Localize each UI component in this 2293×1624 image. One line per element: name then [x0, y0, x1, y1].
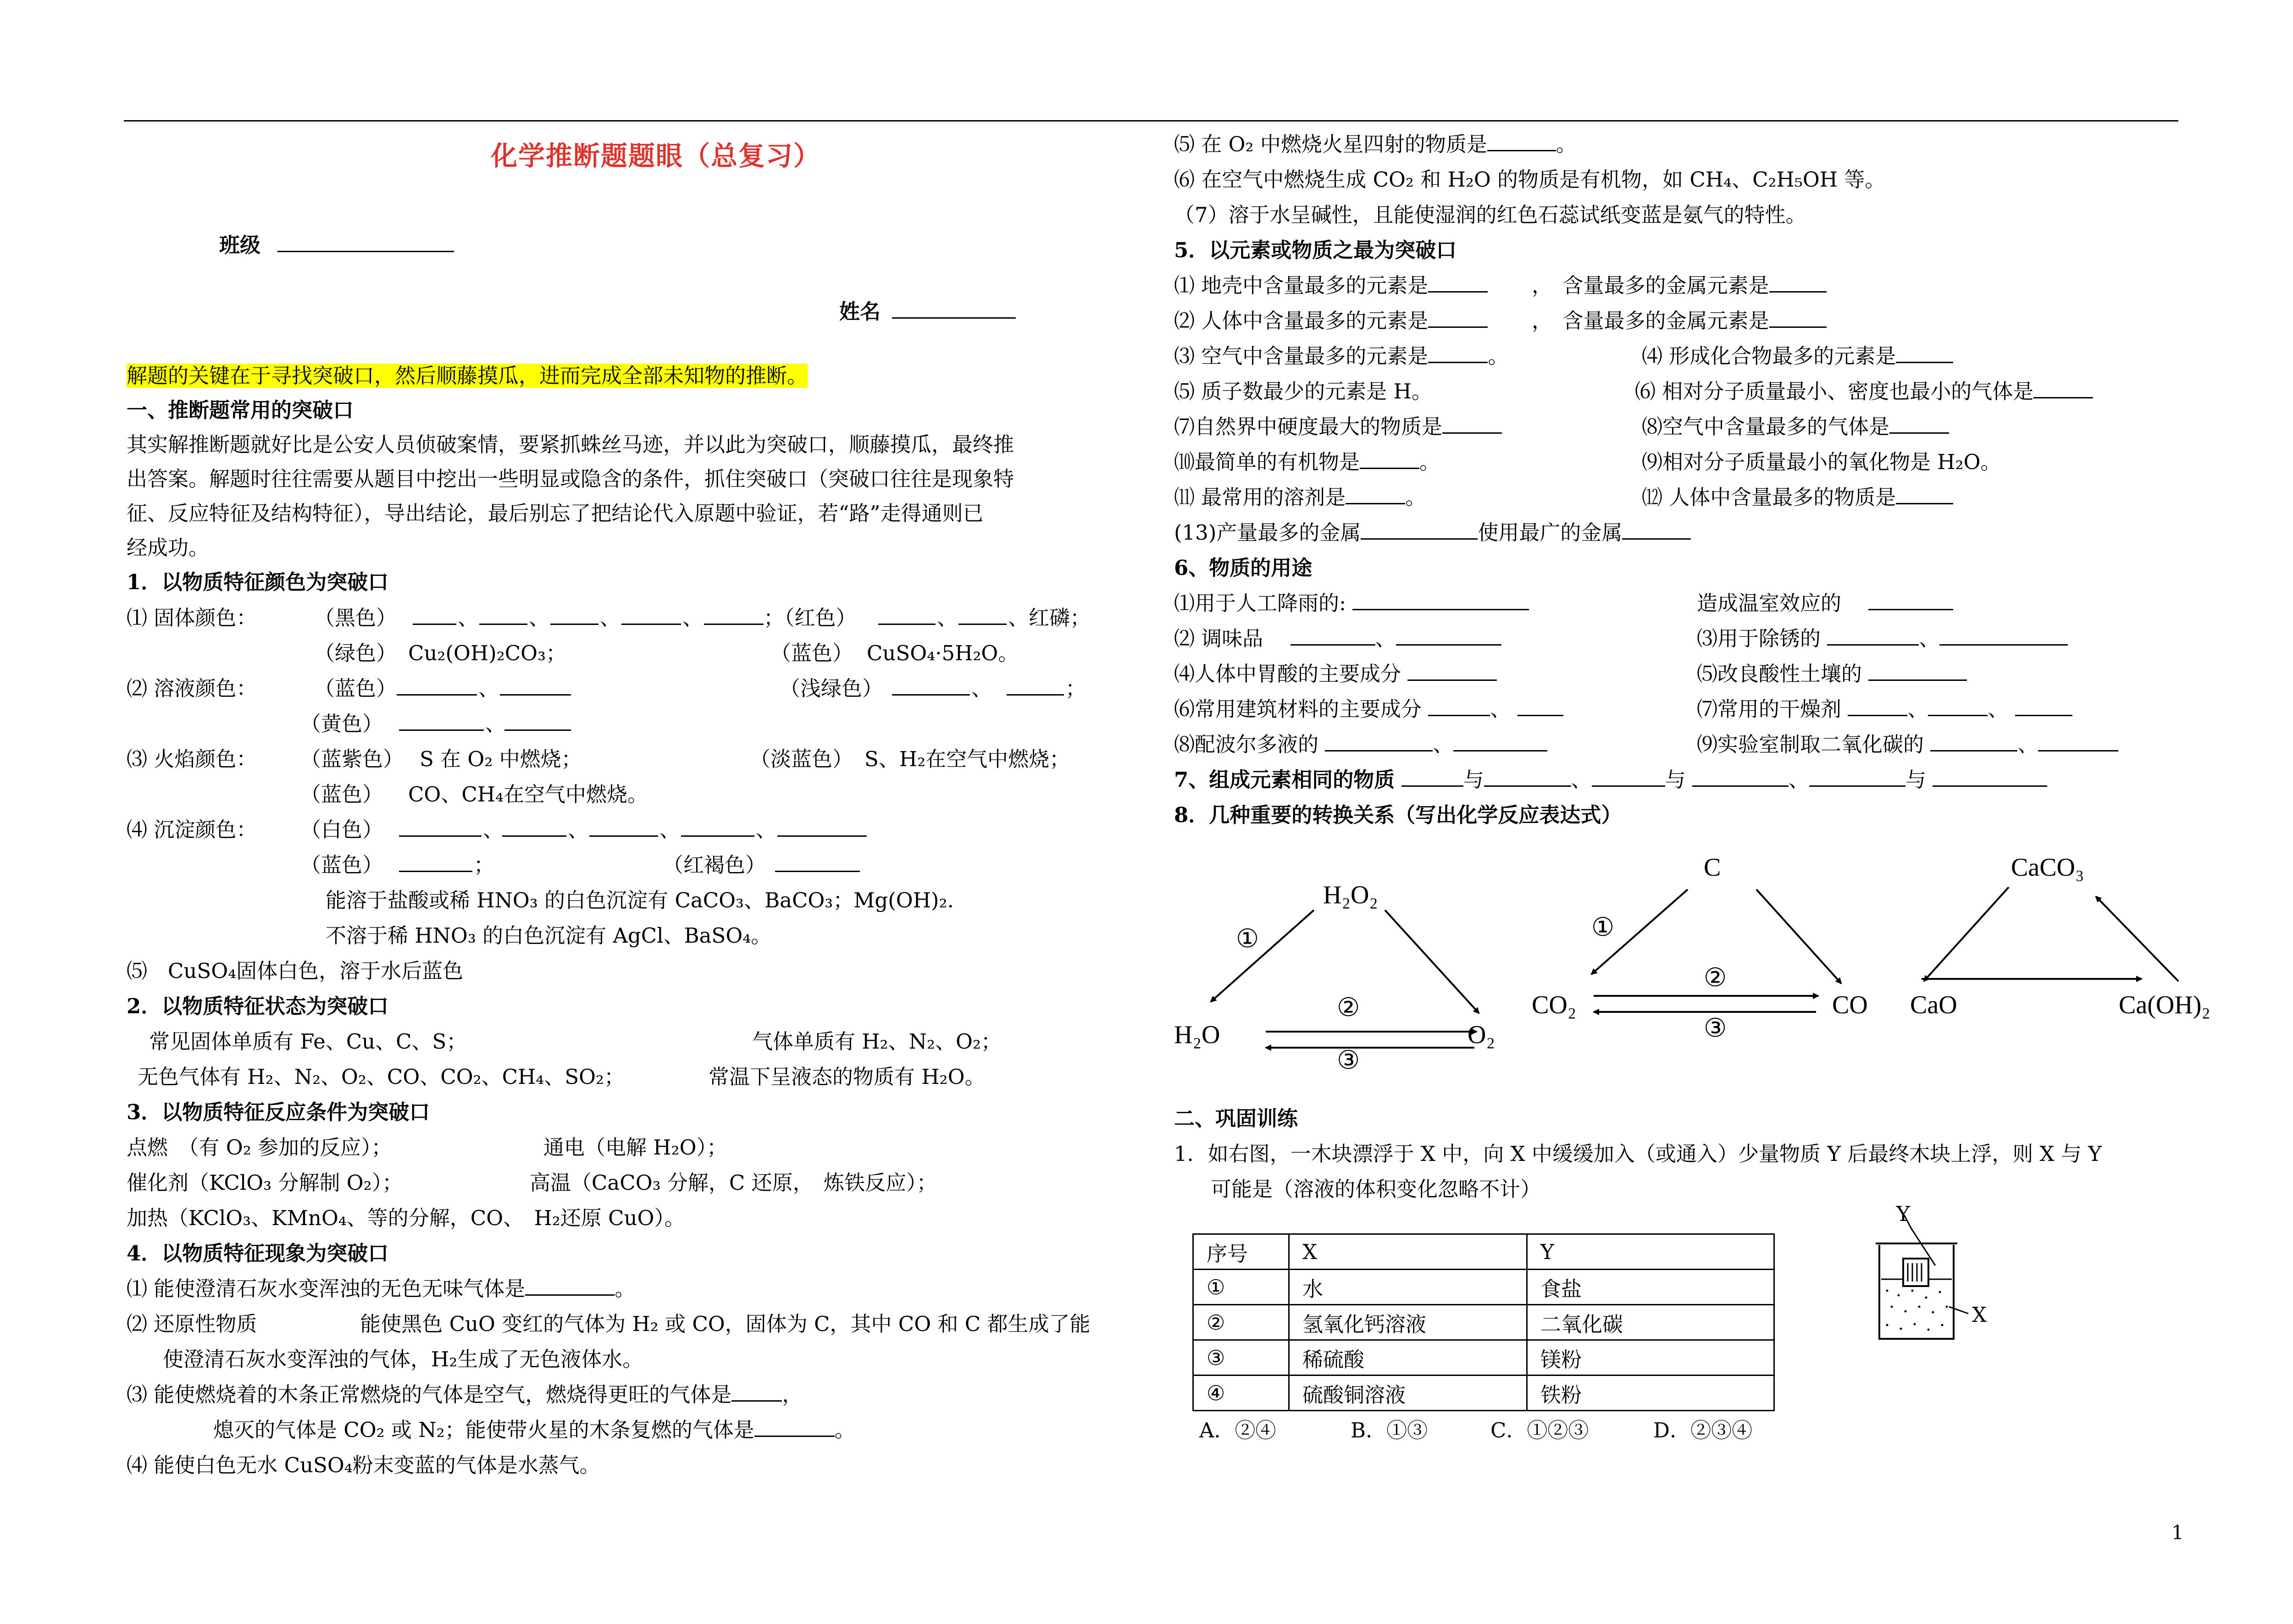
sep: 、	[971, 676, 992, 701]
precipitate-color-label: ⑷ 沉淀颜色：	[127, 818, 257, 842]
class-label: 班级	[219, 233, 261, 257]
sep: 、	[458, 606, 479, 630]
d1-h2o2: H₂O₂	[1323, 881, 1378, 909]
table-cell: ④	[1193, 1375, 1289, 1411]
section-2-heading: 二、巩固训练	[1174, 1106, 1298, 1131]
use-row-4a: ⑹常用建筑材料的主要成分 、	[1174, 696, 1563, 723]
colorless-gases: 无色气体有 H₂、N₂、O₂、CO、CO₂、CH₄、SO₂；	[138, 1065, 625, 1089]
flame-blue-value: CO、CH₄在空气中燃烧。	[408, 782, 648, 806]
light-green-label: （浅绿色）	[780, 676, 883, 701]
table-cell: 稀硫酸	[1289, 1340, 1527, 1375]
sep: 、	[937, 606, 958, 630]
condition-electric: 通电（电解 H₂O）；	[543, 1135, 727, 1160]
insoluble-precipitates: 不溶于稀 HNO₃ 的白色沉淀有 AgCl、BaSO₄。	[326, 923, 772, 948]
arrow-h2o2-to-o2	[1385, 910, 1479, 1013]
sep: 、	[568, 818, 589, 842]
arrow-h2o2-to-h2o	[1211, 910, 1314, 1002]
p4-item-1: ⑴ 能使澄清石灰水变浑浊的无色无味气体是 。	[127, 1275, 635, 1303]
cuso4-note: ⑸ CuSO₄固体白色，溶于水后蓝色	[127, 959, 464, 983]
use-row-2b: ⑶用于除锈的 、	[1697, 625, 2068, 652]
yellow-label: （黄色）	[300, 712, 383, 736]
table-row	[1193, 1375, 1774, 1411]
p4-item-4: ⑷ 能使白色无水 CuSO₄粉末变蓝的气体是水蒸气。	[127, 1453, 600, 1477]
table-cell: 水	[1289, 1270, 1527, 1305]
soluble-precipitates: 能溶于盐酸或稀 HNO₃ 的白色沉淀有 CaCO₃、BaCO₃；Mg(OH)₂.	[326, 888, 954, 912]
flame-blue-violet-label: （蓝紫色）	[300, 747, 404, 771]
p4-item-5: ⑸ 在 O₂ 中燃烧火星四射的物质是 。	[1174, 131, 1577, 158]
p4-item-2a: ⑵ 还原性物质 能使黑色 CuO 变红的气体为 H₂ 或 CO，固体为 C，其中 CO 和 C 都生成了能	[127, 1312, 1091, 1336]
table-cell: 铁粉	[1527, 1375, 1774, 1411]
table-cell: ①	[1193, 1270, 1289, 1305]
flame-blue-label: （蓝色）	[300, 782, 383, 806]
d1-o2: O₂	[1468, 1021, 1495, 1049]
condition-high-temp: 高温（CaCO₃ 分解，C 还原， 炼铁反应）；	[530, 1171, 937, 1195]
d3-caco3: CaCO₃	[2011, 853, 2084, 882]
p5-row-4b: ⑹ 相对分子质量最小、密度也最小的气体是	[1635, 378, 2093, 405]
p5-row-2b: ， 含量最多的金属元素是	[1532, 307, 1827, 335]
red-brown-label: （红褐色）	[663, 853, 766, 877]
p4-heading: 4．以物质特征现象为突破口	[127, 1241, 389, 1265]
use-row-3a: ⑷人体中胃酸的主要成分	[1174, 660, 1497, 688]
p5-row-4a: ⑸ 质子数最少的元素是 H。	[1174, 379, 1432, 403]
sep: 、	[682, 606, 703, 630]
d2-label-2: ②	[1704, 964, 1727, 992]
p5-row-3a: ⑶ 空气中含量最多的元素是 。	[1174, 342, 1508, 370]
d1-label-2: ②	[1337, 994, 1360, 1022]
table-row	[1193, 1270, 1774, 1305]
condition-heat: 加热（KClO₃、KMnO₄、等的分解，CO、 H₂还原 CuO）。	[127, 1206, 685, 1230]
question-1-line-1: 1．如右图，一木块漂浮于 X 中，向 X 中缓缓加入（或通入）少量物质 Y 后最终木块上浮，则 X 与 Y	[1174, 1142, 2102, 1166]
page-title: 化学推断题题眼（总复习）	[491, 140, 821, 171]
p1-heading: 1．以物质特征颜色为突破口	[127, 570, 389, 594]
arrow-c-to-co	[1756, 889, 1841, 983]
sep: 、	[478, 676, 499, 701]
d2-c: C	[1704, 853, 1721, 882]
solid-elements: 常见固体单质有 Fe、Cu、C、S；	[149, 1029, 467, 1054]
sep: 、	[756, 818, 777, 842]
green-label: （绿色）	[314, 641, 397, 665]
black-label: （黑色）	[314, 606, 397, 630]
figure-x-label: X	[1972, 1303, 1987, 1327]
page-number: 1	[2171, 1521, 2184, 1544]
table-header: 序号	[1193, 1234, 1289, 1270]
p5-row-7a: ⑾ 最常用的溶剂是 。	[1174, 484, 1426, 511]
solid-color-label: ⑴ 固体颜色：	[127, 606, 257, 630]
blue-value: CuSO₄·5H₂O。	[867, 641, 1019, 665]
use-row-3b: ⑸改良酸性土壤的	[1697, 660, 1967, 688]
sep: 、	[483, 818, 504, 842]
sep: 、	[529, 606, 550, 630]
intro-line-4: 经成功。	[127, 536, 210, 560]
red-label: ；（红色）	[764, 606, 857, 630]
table-cell: 食盐	[1527, 1270, 1774, 1305]
sep: ；	[1065, 676, 1086, 701]
p8-heading: 8．几种重要的转换关系（写出化学反应表达式）	[1174, 803, 1622, 827]
x-pointer	[1949, 1307, 1968, 1314]
d2-label-3: ③	[1704, 1014, 1727, 1043]
arrow-caco3-to-cao	[1924, 887, 2009, 981]
option-c[interactable]: C．①②③	[1490, 1418, 1589, 1442]
section-1-heading: 一、推断题常用的突破口	[127, 398, 354, 422]
arrow-caoh2-to-caco3	[2096, 896, 2178, 981]
flame-blue-violet-value: S 在 O₂ 中燃烧；	[420, 747, 582, 771]
key-sentence: 解题的关键在于寻找突破口，然后顺藤摸瓜，进而完成全部未知物的推断。	[127, 364, 808, 388]
use-row-5a: ⑻配波尔多液的 、	[1174, 731, 1547, 758]
p4-item-7: （7）溶于水呈碱性，且能使湿润的红色石蕊试纸变蓝是氨气的特性。	[1174, 203, 1806, 227]
precipitate-white-label: （白色）	[300, 818, 383, 842]
liquid-substances: 常温下呈液态的物质有 H₂O。	[709, 1065, 986, 1089]
condition-catalyst: 催化剂（KClO₃ 分解制 O₂）；	[127, 1171, 403, 1195]
intro-line-1: 其实解推断题就好比是公安人员侦破案情，要紧抓蛛丝马迹，并以此为突破口，顺藤摸瓜，最终推	[127, 432, 1014, 457]
flame-light-blue-label: （淡蓝色）	[750, 747, 853, 771]
question-1-line-2: 可能是（溶液的体积变化忽略不计）	[1211, 1177, 1541, 1201]
p5-row-6a: ⑽最简单的有机物是 。	[1174, 448, 1440, 476]
p4-item-3b: 熄灭的气体是 CO₂ 或 N₂；能使带火星的木条复燃的气体是 。	[213, 1416, 855, 1444]
sep: 、	[485, 712, 506, 736]
use-row-1b: 造成温室效应的	[1697, 590, 1953, 617]
table-cell: 二氧化碳	[1527, 1305, 1774, 1340]
liquid-dots	[1886, 1290, 1948, 1331]
p5-row-1b: ， 含量最多的金属元素是	[1532, 272, 1827, 299]
d1-label-3: ③	[1337, 1046, 1360, 1075]
p4-item-2b: 使澄清石灰水变浑浊的气体，H₂生成了无色液体水。	[163, 1347, 643, 1371]
red-phosphorus: 、红磷；	[1008, 606, 1091, 630]
condition-ignite: 点燃 （有 O₂ 参加的反应）；	[127, 1135, 392, 1160]
table-cell: 氢氧化钙溶液	[1289, 1305, 1527, 1340]
option-d[interactable]: D．②③④	[1653, 1418, 1753, 1442]
d2-label-1: ①	[1591, 913, 1615, 942]
intro-line-3: 征、反应特征及结构特征），导出结论，最后别忘了把结论代入原题中验证，若“路”走得通则已	[127, 501, 984, 525]
table-header-row	[1193, 1234, 1774, 1270]
blue-label: （蓝色）	[770, 641, 853, 665]
p6-heading: 6、物质的用途	[1174, 556, 1313, 580]
p5-row-6b: ⑼相对分子质量最小的氧化物是 H₂O。	[1642, 450, 2001, 474]
sep: 、	[659, 818, 681, 842]
d1-h2o: H₂O	[1174, 1021, 1220, 1049]
wood-block	[1903, 1259, 1928, 1286]
sep: ；	[474, 853, 495, 877]
p5-row-3b: ⑷ 形成化合物最多的元素是	[1642, 342, 1953, 370]
table-header: Y	[1527, 1234, 1774, 1270]
solution-blue-label: （蓝色）	[314, 676, 397, 701]
option-a[interactable]: A．②④	[1199, 1418, 1276, 1442]
figure-y-label: Y	[1896, 1202, 1910, 1226]
table-row	[1193, 1340, 1774, 1375]
p5-row-8: (13)产量最多的金属 使用最广的金属	[1174, 519, 1691, 547]
sep: 、	[600, 606, 621, 630]
gas-elements: 气体单质有 H₂、N₂、O₂；	[752, 1029, 1002, 1054]
intro-line-2: 出答案。解题时往往需要从题目中挖出一些明显或隐含的条件，抓住突破口（突破口往往是现象特	[127, 467, 1014, 491]
use-row-2a: ⑵ 调味品 、	[1174, 625, 1501, 652]
option-b[interactable]: B．①③	[1351, 1418, 1428, 1442]
p4-item-3a: ⑶ 能使燃烧着的木条正常燃烧的气体是空气，燃烧得更旺的气体是 ，	[127, 1381, 803, 1409]
p2-heading: 2．以物质特征状态为突破口	[127, 994, 389, 1018]
p5-row-5b: ⑻空气中含量最多的气体是	[1642, 413, 1949, 441]
p4-item-6: ⑹ 在空气中燃烧生成 CO₂ 和 H₂O 的物质是有机物，如 CH₄、C₂H₅OH 等。	[1174, 167, 1886, 192]
flame-light-blue-value: S、H₂在空气中燃烧；	[864, 747, 1070, 771]
flame-color-label: ⑶ 火焰颜色：	[127, 747, 257, 771]
use-row-1a: ⑴用于人工降雨的:	[1174, 590, 1529, 617]
d3-cao: CaO	[1910, 991, 1957, 1019]
table-cell: 镁粉	[1527, 1340, 1774, 1375]
beaker-figure	[1871, 1210, 1999, 1353]
table-cell: 硫酸铜溶液	[1289, 1375, 1527, 1411]
use-row-4b: ⑺常用的干燥剂 、 、	[1697, 696, 2072, 723]
solution-color-label: ⑵ 溶液颜色：	[127, 676, 257, 701]
p5-row-2a: ⑵ 人体中含量最多的元素是	[1174, 307, 1488, 335]
use-row-5b: ⑼实验室制取二氧化碳的 、	[1697, 731, 2118, 758]
name-label: 姓名	[839, 299, 881, 324]
p7-row: 7、组成元素相同的物质 与 、 与 、 与	[1174, 766, 2047, 794]
p5-row-7b: ⑿ 人体中含量最多的物质是	[1642, 484, 1953, 511]
d2-co: CO	[1832, 991, 1868, 1019]
d2-co2: CO₂	[1532, 991, 1577, 1019]
table-row	[1193, 1305, 1774, 1340]
p5-row-1a: ⑴ 地壳中含量最多的元素是	[1174, 272, 1488, 299]
green-value: Cu₂(OH)₂CO₃；	[408, 641, 567, 665]
d3-caoh2: Ca(OH)₂	[2119, 991, 2210, 1019]
d1-label-1: ①	[1236, 925, 1259, 953]
table-cell: ③	[1193, 1340, 1289, 1375]
p5-heading: 5．以元素或物质之最为突破口	[1174, 238, 1457, 262]
p5-row-5a: ⑺自然界中硬度最大的物质是	[1174, 413, 1502, 441]
table-header: X	[1289, 1234, 1527, 1270]
options-table	[1192, 1233, 1775, 1411]
table-cell: ②	[1193, 1305, 1289, 1340]
precipitate-blue-label: （蓝色）	[300, 853, 383, 877]
p3-heading: 3．以物质特征反应条件为突破口	[127, 1100, 430, 1124]
